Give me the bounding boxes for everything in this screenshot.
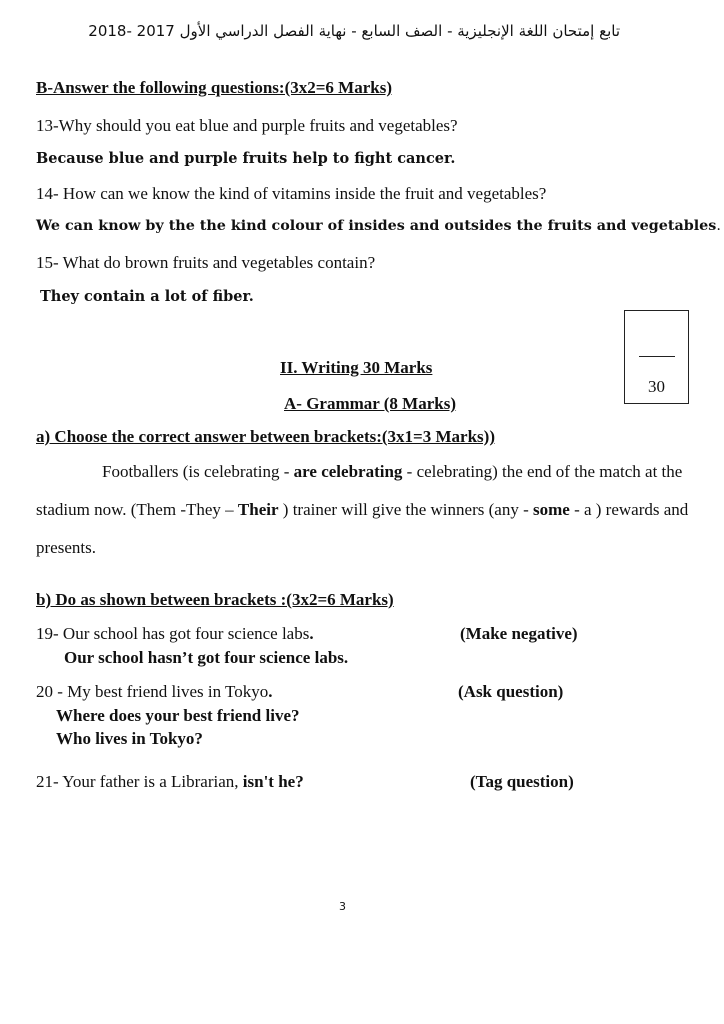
answer-13: Because blue and purple fruits help to fight cancer. bbox=[36, 150, 456, 167]
part-a-line-2-text-3: - a ) rewards and bbox=[569, 500, 689, 519]
question-19 bbox=[36, 624, 314, 644]
question-15: 15- What do brown fruits and vegetables contain? bbox=[36, 253, 376, 272]
instruction-21: (Tag question) bbox=[470, 772, 574, 791]
question-21 bbox=[36, 772, 304, 792]
answer-20-b: Who lives in Tokyo? bbox=[56, 729, 203, 748]
grammar-title: A- Grammar (8 Marks) bbox=[284, 394, 457, 413]
question-20 bbox=[36, 682, 272, 702]
answer-some: some bbox=[532, 500, 570, 519]
answer-14 bbox=[36, 218, 721, 234]
exam-header: تابع إمتحان اللغة الإنجليزية - الصف السابع - نهاية الفصل الدراسي الأول 2017 -2018 bbox=[88, 22, 620, 40]
part-a-line-1 bbox=[102, 462, 682, 482]
part-a-line-2 bbox=[36, 500, 688, 520]
answer-15: They contain a lot of fiber. bbox=[40, 288, 254, 305]
instruction-20: (Ask question) bbox=[458, 682, 564, 701]
answer-21: isn't he? bbox=[242, 772, 304, 791]
answer-their: Their bbox=[237, 500, 279, 519]
part-a-line-1-text-2: - celebrating) the end of the match at the bbox=[402, 462, 683, 481]
question-20-dot: . bbox=[268, 682, 273, 701]
part-b-title: b) Do as shown between brackets :(3x2=6 Marks) bbox=[36, 590, 394, 609]
score-box bbox=[624, 310, 689, 404]
question-19-text: 19- Our school has got four science labs bbox=[36, 624, 310, 643]
question-14: 14- How can we know the kind of vitamins inside the fruit and vegetables? bbox=[36, 184, 547, 203]
writing-title: II. Writing 30 Marks bbox=[280, 358, 433, 377]
answer-are-celebrating: are celebrating bbox=[293, 462, 403, 481]
part-a-line-2-text-2: ) trainer will give the winners (any - bbox=[278, 500, 533, 519]
question-19-dot: . bbox=[309, 624, 314, 643]
score-blank-line bbox=[639, 356, 675, 357]
answer-19: Our school hasn’t got four science labs. bbox=[64, 648, 349, 667]
question-20-text: 20 - My best friend lives in Tokyo bbox=[36, 682, 269, 701]
part-a-title: a) Choose the correct answer between brackets:(3x1=3 Marks)) bbox=[36, 427, 495, 446]
part-a-line-2-text-1: stadium now. (Them -They – bbox=[36, 500, 238, 519]
part-a-line-3: presents. bbox=[36, 538, 96, 557]
part-a-line-1-text-1: Footballers (is celebrating - bbox=[102, 462, 294, 481]
page-number: 3 bbox=[339, 900, 346, 913]
question-21-text: 21- Your father is a Librarian, bbox=[36, 772, 243, 791]
section-b-title: B-Answer the following questions:(3x2=6 Marks) bbox=[36, 78, 392, 97]
question-13: 13-Why should you eat blue and purple fruits and vegetables? bbox=[36, 116, 458, 135]
answer-14-text: We can know by the the kind colour of insides and outsides the fruits and vegetables bbox=[36, 218, 717, 234]
score-total: 30 bbox=[648, 377, 665, 396]
answer-14-end: . bbox=[716, 218, 721, 234]
instruction-19: (Make negative) bbox=[460, 624, 578, 643]
answer-20-a: Where does your best friend live? bbox=[56, 706, 300, 725]
